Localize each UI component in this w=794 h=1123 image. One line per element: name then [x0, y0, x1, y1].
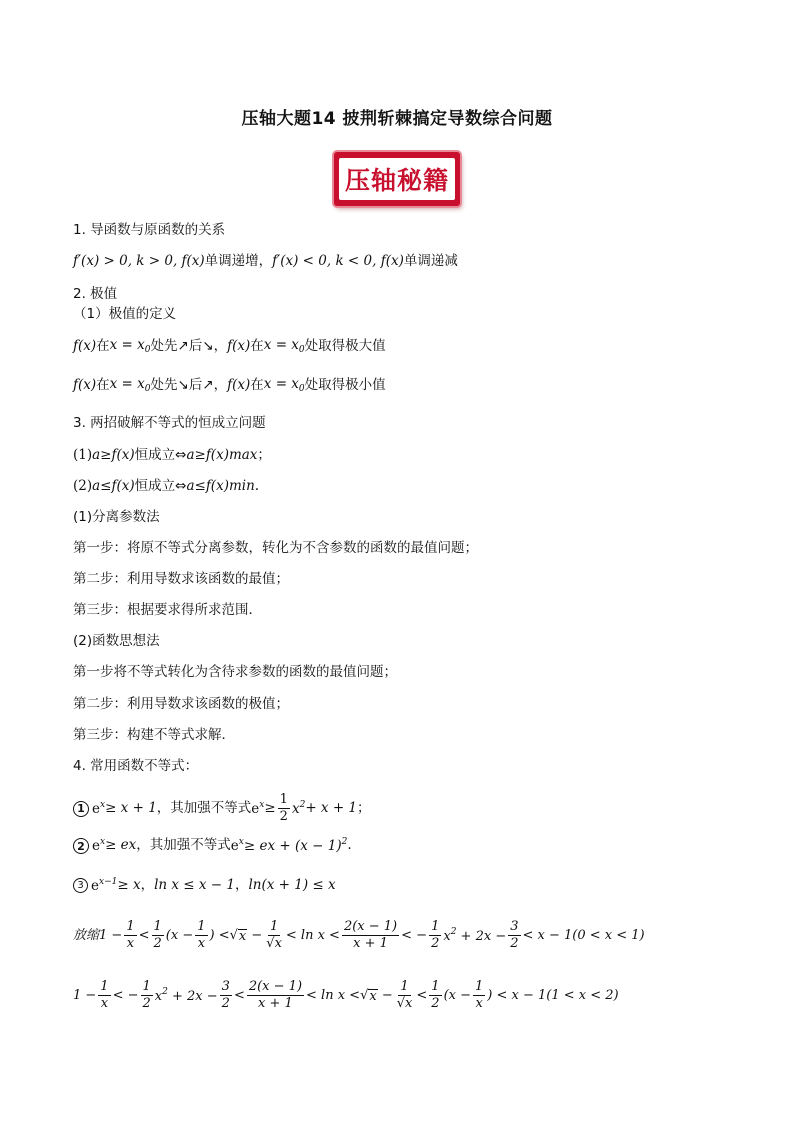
chain2-frac-3 — [220, 980, 232, 1012]
i1-lhs — [92, 801, 105, 817]
method-1-title: (1)分离参数法 — [73, 509, 160, 525]
min-text-3: 在 — [250, 377, 264, 394]
chain2-sqrt-1-sign: √ — [360, 988, 369, 1004]
chain1-op-3: < − — [401, 928, 428, 944]
chain1-frac-7-num: 3 — [508, 920, 520, 936]
min-text-4: 处取得极小值 — [304, 377, 386, 394]
dec-text: 单调递减 — [403, 253, 458, 269]
i1-den: 2 — [279, 809, 288, 825]
section-1-formula — [73, 255, 458, 269]
item-marker-3: 3 — [73, 878, 88, 893]
i3-d: ln(x + 1) ≤ x — [248, 877, 336, 893]
i2-a: e — [92, 838, 100, 855]
chain2-frac-7-den: x — [475, 996, 483, 1012]
scaling-chain-1 — [73, 920, 645, 952]
chain1-frac-3 — [195, 920, 207, 952]
max-definition — [73, 339, 386, 355]
i1-sup: x — [100, 800, 106, 811]
condition-2 — [73, 480, 259, 494]
chain2-op-4: < — [416, 988, 428, 1004]
chain1-sqrt-1-sign: √ — [229, 928, 238, 944]
i1-rhs-e — [251, 801, 264, 817]
i3-a: e — [91, 878, 99, 894]
method-1-step-2: 第二步：利用导数求该函数的最值； — [73, 571, 289, 587]
chain2-term-3: < ln x < — [306, 988, 361, 1004]
i1-x2 — [292, 801, 305, 817]
chain2-frac-5-den: √x — [396, 996, 413, 1012]
i1-a: e — [92, 801, 100, 818]
i1-b: ≥ x + 1 — [105, 800, 157, 817]
chain2-frac-7 — [473, 980, 485, 1012]
chain1-term-4: < ln x < — [285, 928, 340, 944]
max-eq-1-text: x = x — [109, 337, 145, 353]
i1-text: ，其加强不等式 — [156, 800, 252, 817]
scaling-chain-2 — [73, 980, 619, 1012]
i1-frac — [278, 793, 290, 825]
i3-sep-1: ， — [140, 877, 155, 893]
i2-rhs-e — [231, 838, 244, 854]
chain2-frac-1-den: x — [100, 996, 109, 1012]
c1-lhs: a≥f(x) — [92, 447, 135, 463]
chain2-frac-4-den: x + 1 — [258, 996, 293, 1012]
chain2-frac-2 — [141, 980, 153, 1012]
inequality-3 — [73, 878, 336, 894]
chain2-frac-5-num: 1 — [398, 980, 410, 996]
c1-end: ； — [257, 447, 271, 463]
method-1-step-1: 第一步：将原不等式分离参数，转化为不含参数的函数的最值问题； — [73, 540, 478, 556]
chain2-frac-6-num: 1 — [429, 980, 441, 996]
i3-lhs — [91, 878, 117, 894]
i2-sup2: x — [238, 837, 244, 848]
chain1-frac-1-num: 1 — [124, 920, 136, 936]
i1-num: 1 — [278, 793, 290, 809]
chain2-sqrt-1 — [360, 989, 378, 1003]
chain2-op-2: < — [233, 988, 245, 1004]
inc-condition: f′(x) > 0, k > 0, f(x) — [73, 253, 205, 269]
i1-d: ≥ — [264, 800, 276, 817]
chain1-term-1: 1 − — [99, 928, 123, 944]
i3-sep-2: ， — [234, 877, 249, 893]
section-3-heading: 3. 两招破解不等式的恒成立问题 — [73, 415, 266, 431]
max-eq-1: $x = x_0$ — [109, 337, 151, 355]
i2-e: . — [347, 837, 352, 854]
chain2-frac-3-num: 3 — [220, 980, 232, 996]
chain1-frac-2-num: 1 — [152, 920, 164, 936]
i1-g: ； — [357, 800, 371, 817]
chain1-frac-7-den: 2 — [510, 936, 519, 952]
chain2-frac-3-den: 2 — [221, 996, 230, 1012]
min-text-1: 在 — [96, 377, 110, 394]
chain1-frac-1 — [124, 920, 136, 952]
chain2-frac-1 — [98, 980, 110, 1012]
max-text-3: 在 — [250, 338, 264, 355]
c1-text: 恒成立⇔ — [134, 447, 187, 463]
chain2-frac-4-num: 2(x − 1) — [247, 980, 304, 996]
min-fx-1: f(x) — [73, 377, 97, 394]
i2-sup: x — [100, 837, 106, 848]
chain1-term-6: < x − 1(0 < x < 1) — [522, 928, 645, 944]
chain1-frac-4 — [264, 920, 284, 952]
chain2-term-1: 1 − — [73, 988, 97, 1004]
chain1-op-2: − — [247, 928, 263, 944]
chain1-term-5: $x^2 + 2x$ − — [443, 927, 507, 945]
chain2-frac-5 — [395, 980, 415, 1012]
section-2-sub: （1）极值的定义 — [73, 306, 177, 322]
item-marker-1: 1 — [73, 801, 89, 817]
chain1-op-1: < — [138, 928, 150, 944]
chain2-frac-7-num: 1 — [473, 980, 485, 996]
stamp-badge — [334, 152, 460, 206]
min-definition — [73, 378, 386, 394]
chain2-term-4: (x − — [443, 988, 471, 1004]
min-text-2: 处先↘后↗， — [150, 377, 228, 394]
i2-rhs — [244, 838, 347, 854]
chain1-frac-4-num: 1 — [268, 920, 280, 936]
chain1-frac-5-num: 2(x − 1) — [342, 920, 399, 936]
min-eq-1-text: x = x — [109, 376, 145, 392]
chain1-frac-6-num: 1 — [429, 920, 441, 936]
i2-text: ，其加强不等式 — [136, 837, 231, 854]
i1-sup3: 2 — [299, 800, 306, 811]
chain1-frac-5-den: x + 1 — [353, 936, 388, 952]
chain1-sqrt-1 — [230, 929, 248, 943]
chain1-term-3: ) < — [209, 928, 230, 944]
dec-condition: f′(x) < 0, k < 0, f(x) — [272, 253, 404, 269]
chain1-frac-2-den: 2 — [153, 936, 162, 952]
chain2-frac-1-num: 1 — [98, 980, 110, 996]
scaling-label: 放缩 — [73, 928, 100, 944]
c2-num: (2) — [73, 478, 93, 494]
i1-e: x — [291, 801, 300, 818]
max-eq-2: $x = x_0$ — [263, 337, 305, 355]
chain2-frac-4 — [247, 980, 304, 1012]
item-marker-2: 2 — [73, 838, 89, 854]
inequality-1 — [73, 793, 371, 825]
max-eq-2-text: x = x — [263, 337, 299, 353]
chain2-frac-6-den: 2 — [431, 996, 440, 1012]
chain1-frac-6-den: 2 — [431, 936, 440, 952]
max-fx-1: f(x) — [73, 338, 97, 355]
method-1-step-3: 第三步：根据要求得所求范围． — [73, 602, 262, 618]
method-2-step-3: 第三步：构建不等式求解． — [73, 727, 235, 743]
c2-lhs: a≤f(x) — [92, 478, 135, 494]
i1-f: + x + 1 — [305, 800, 358, 817]
i3-sup: x−1 — [99, 877, 118, 887]
chain1-frac-3-num: 1 — [195, 920, 207, 936]
chain1-frac-5 — [342, 920, 399, 952]
condition-1 — [73, 449, 271, 463]
stamp-label: 压轴秘籍 — [344, 166, 449, 195]
max-fx-2: f(x) — [227, 338, 251, 355]
chain1-frac-3-den: x — [197, 936, 206, 952]
method-2-step-2: 第二步：利用导数求该函数的极值； — [73, 696, 289, 712]
i1-c: e — [251, 801, 260, 818]
i2-lhs — [92, 838, 105, 854]
chain2-op-3: − — [377, 988, 393, 1004]
chain1-frac-6 — [429, 920, 441, 952]
chain2-term-2: $x^2 + 2x$ − — [154, 987, 218, 1005]
i2-d: ≥ ex + (x − 1) — [243, 838, 342, 855]
c1-num: (1) — [73, 447, 93, 463]
min-eq-1: $x = x_0$ — [109, 376, 151, 394]
chain2-frac-2-num: 1 — [141, 980, 153, 996]
i2-c: e — [230, 838, 239, 855]
method-2-title: (2)函数思想法 — [73, 633, 160, 649]
min-fx-2: f(x) — [227, 377, 251, 394]
chain2-op-1: < − — [112, 988, 139, 1004]
section-1-heading: 1. 导函数与原函数的关系 — [73, 222, 226, 238]
c2-text: 恒成立⇔ — [134, 478, 187, 494]
page-title: 压轴大题14 披荆斩棘搞定导数综合问题 — [241, 109, 553, 129]
inequality-2 — [73, 838, 352, 854]
i3-b: ≥ x — [117, 877, 141, 893]
max-text-4: 处取得极大值 — [304, 338, 386, 355]
chain1-frac-7 — [508, 920, 520, 952]
chain1-term-2: (x − — [165, 928, 194, 944]
stamp-inner — [339, 158, 455, 200]
section-4-heading: 4. 常用函数不等式： — [73, 758, 199, 774]
chain2-term-5: ) < x − 1(1 < x < 2) — [487, 988, 619, 1004]
chain1-frac-2 — [152, 920, 164, 952]
method-2-step-1: 第一步将不等式转化为含待求参数的函数的最值问题； — [73, 664, 397, 680]
min-eq-2: $x = x_0$ — [263, 376, 305, 394]
chain2-frac-2-den: 2 — [142, 996, 151, 1012]
i2-sup3: 2 — [341, 837, 348, 848]
i1-sup2: x — [259, 800, 265, 811]
chain1-frac-1-den: x — [126, 936, 135, 952]
chain1-sqrt-1-rad: x — [238, 928, 247, 944]
i3-c: ln x ≤ x − 1 — [154, 877, 235, 893]
c2-rhs: a≤f(x)min. — [186, 478, 260, 494]
chain2-sqrt-1-rad: x — [369, 988, 377, 1004]
i2-b: ≥ ex — [105, 837, 137, 854]
c1-rhs: a≥f(x)max — [186, 447, 258, 463]
max-text-1: 在 — [96, 338, 110, 355]
min-eq-2-text: x = x — [263, 376, 299, 392]
inc-text: 单调递增， — [204, 253, 273, 269]
max-text-2: 处先↗后↘， — [150, 338, 228, 355]
chain1-frac-4-den: √x — [266, 936, 282, 952]
section-2-heading: 2. 极值 — [73, 286, 118, 302]
chain2-frac-6 — [429, 980, 441, 1012]
